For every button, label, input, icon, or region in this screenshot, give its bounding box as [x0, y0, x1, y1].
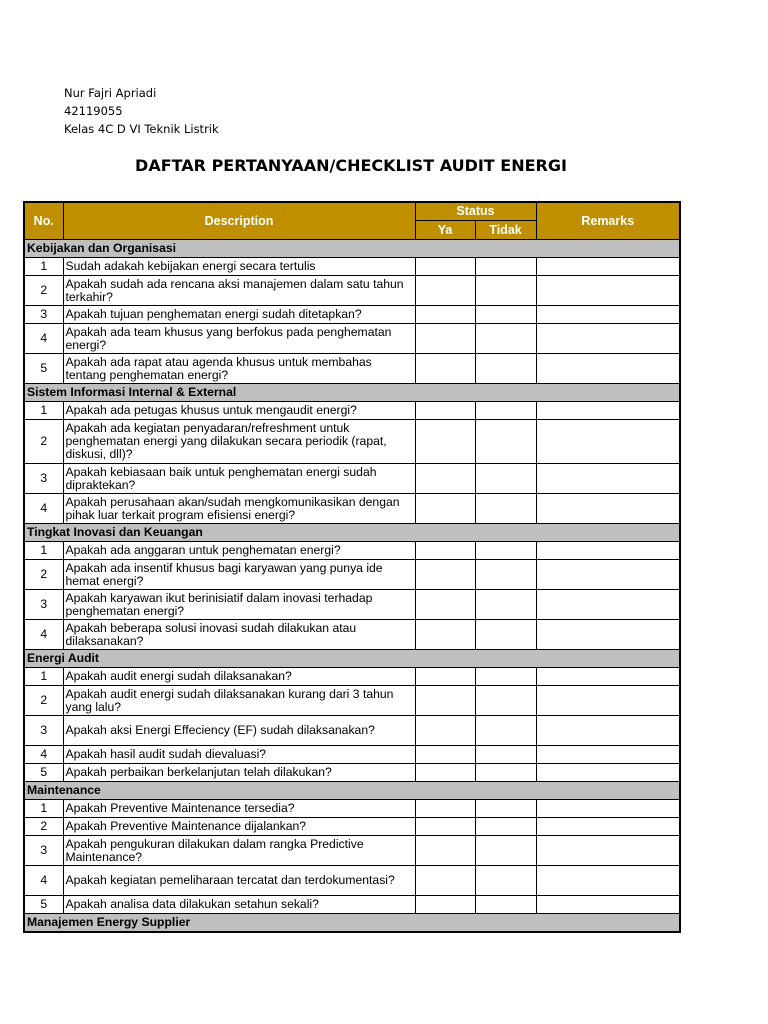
item-description: Sudah adakah kebijakan energi secara tertulis: [63, 258, 415, 276]
remarks-cell[interactable]: [536, 402, 680, 420]
item-number: 2: [24, 420, 63, 464]
remarks-cell[interactable]: [536, 668, 680, 686]
status-ya-cell[interactable]: [415, 746, 475, 764]
remarks-cell[interactable]: [536, 590, 680, 620]
status-ya-cell[interactable]: [415, 258, 475, 276]
audit-checklist-table: [23, 201, 681, 933]
item-description: Apakah Preventive Maintenance tersedia?: [63, 800, 415, 818]
author-info: [64, 84, 219, 138]
table-row: [24, 620, 680, 650]
status-ya-cell[interactable]: [415, 464, 475, 494]
section-title: Kebijakan dan Organisasi: [24, 240, 680, 258]
remarks-cell[interactable]: [536, 464, 680, 494]
item-description: Apakah pengukuran dilakukan dalam rangka Predictive Maintenance?: [63, 836, 415, 866]
section-row: [24, 524, 680, 542]
status-tidak-cell[interactable]: [475, 494, 536, 524]
status-tidak-cell[interactable]: [475, 258, 536, 276]
remarks-cell[interactable]: [536, 354, 680, 384]
status-ya-cell[interactable]: [415, 276, 475, 306]
remarks-cell[interactable]: [536, 818, 680, 836]
item-description: Apakah perbaikan berkelanjutan telah dilakukan?: [63, 764, 415, 782]
remarks-cell[interactable]: [536, 324, 680, 354]
table-row: [24, 896, 680, 914]
item-number: 4: [24, 866, 63, 896]
status-tidak-cell[interactable]: [475, 686, 536, 716]
status-ya-cell[interactable]: [415, 686, 475, 716]
status-ya-cell[interactable]: [415, 836, 475, 866]
table-row: [24, 324, 680, 354]
section-title: Maintenance: [24, 782, 680, 800]
remarks-cell[interactable]: [536, 620, 680, 650]
author-id: 42119055: [64, 104, 123, 118]
item-description: Apakah audit energi sudah dilaksanakan?: [63, 668, 415, 686]
item-number: 5: [24, 764, 63, 782]
remarks-cell[interactable]: [536, 716, 680, 746]
author-name: Nur Fajri Apriadi: [64, 86, 157, 100]
status-tidak-cell[interactable]: [475, 896, 536, 914]
item-number: 3: [24, 306, 63, 324]
status-ya-cell[interactable]: [415, 764, 475, 782]
item-description: Apakah tujuan penghematan energi sudah ditetapkan?: [63, 306, 415, 324]
table-row: [24, 836, 680, 866]
status-ya-cell[interactable]: [415, 560, 475, 590]
item-number: 4: [24, 324, 63, 354]
remarks-cell[interactable]: [536, 866, 680, 896]
remarks-cell[interactable]: [536, 836, 680, 866]
section-row: [24, 782, 680, 800]
status-tidak-cell[interactable]: [475, 324, 536, 354]
table-row: [24, 402, 680, 420]
table-row: [24, 686, 680, 716]
status-ya-cell[interactable]: [415, 354, 475, 384]
status-tidak-cell[interactable]: [475, 420, 536, 464]
header-remarks: Remarks: [536, 202, 680, 240]
item-number: 4: [24, 494, 63, 524]
section-row: [24, 914, 680, 933]
table-row: [24, 560, 680, 590]
item-description: Apakah kegiatan pemeliharaan tercatat dan terdokumentasi?: [63, 866, 415, 896]
status-tidak-cell[interactable]: [475, 464, 536, 494]
header-status: Status: [415, 202, 536, 221]
table-row: [24, 306, 680, 324]
item-description: Apakah sudah ada rencana aksi manajemen dalam satu tahun terkahir?: [63, 276, 415, 306]
remarks-cell[interactable]: [536, 746, 680, 764]
table-row: [24, 464, 680, 494]
table-row: [24, 800, 680, 818]
status-ya-cell[interactable]: [415, 306, 475, 324]
status-tidak-cell[interactable]: [475, 866, 536, 896]
remarks-cell[interactable]: [536, 542, 680, 560]
status-ya-cell[interactable]: [415, 402, 475, 420]
item-number: 3: [24, 590, 63, 620]
status-tidak-cell[interactable]: [475, 836, 536, 866]
table-row: [24, 746, 680, 764]
item-description: Apakah aksi Energi Effeciency (EF) sudah dilaksanakan?: [63, 716, 415, 746]
remarks-cell[interactable]: [536, 800, 680, 818]
item-number: 4: [24, 620, 63, 650]
item-description: Apakah karyawan ikut berinisiatif dalam inovasi terhadap penghematan energi?: [63, 590, 415, 620]
section-title: Sistem Informasi Internal & External: [24, 384, 680, 402]
header-ya: Ya: [415, 221, 475, 240]
remarks-cell[interactable]: [536, 306, 680, 324]
item-description: Apakah analisa data dilakukan setahun sekali?: [63, 896, 415, 914]
status-tidak-cell[interactable]: [475, 276, 536, 306]
status-tidak-cell[interactable]: [475, 668, 536, 686]
header-no: No.: [24, 202, 63, 240]
author-class: Kelas 4C D VI Teknik Listrik: [64, 122, 219, 136]
status-tidak-cell[interactable]: [475, 764, 536, 782]
item-description: Apakah beberapa solusi inovasi sudah dilakukan atau dilaksanakan?: [63, 620, 415, 650]
section-row: [24, 384, 680, 402]
status-ya-cell[interactable]: [415, 542, 475, 560]
status-ya-cell[interactable]: [415, 620, 475, 650]
status-ya-cell[interactable]: [415, 590, 475, 620]
remarks-cell[interactable]: [536, 560, 680, 590]
item-number: 4: [24, 746, 63, 764]
item-description: Apakah ada rapat atau agenda khusus untuk membahas tentang penghematan energi?: [63, 354, 415, 384]
status-tidak-cell[interactable]: [475, 746, 536, 764]
header-tidak: Tidak: [475, 221, 536, 240]
table-row: [24, 818, 680, 836]
status-tidak-cell[interactable]: [475, 716, 536, 746]
table-row: [24, 668, 680, 686]
status-ya-cell[interactable]: [415, 668, 475, 686]
table-row: [24, 716, 680, 746]
item-number: 2: [24, 276, 63, 306]
section-row: [24, 650, 680, 668]
item-number: 2: [24, 686, 63, 716]
status-tidak-cell[interactable]: [475, 800, 536, 818]
item-number: 2: [24, 560, 63, 590]
header-description: Description: [63, 202, 415, 240]
item-number: 3: [24, 716, 63, 746]
table-row: [24, 258, 680, 276]
table-row: [24, 764, 680, 782]
item-number: 1: [24, 542, 63, 560]
item-number: 5: [24, 354, 63, 384]
section-title: Manajemen Energy Supplier: [24, 914, 680, 933]
status-tidak-cell[interactable]: [475, 542, 536, 560]
table-body: [24, 240, 680, 933]
remarks-cell[interactable]: [536, 420, 680, 464]
table-row: [24, 494, 680, 524]
item-description: Apakah hasil audit sudah dievaluasi?: [63, 746, 415, 764]
section-title: Energi Audit: [24, 650, 680, 668]
section-title: Tingkat Inovasi dan Keuangan: [24, 524, 680, 542]
item-description: Apakah ada petugas khusus untuk mengaudit energi?: [63, 402, 415, 420]
status-tidak-cell[interactable]: [475, 620, 536, 650]
item-description: Apakah ada insentif khusus bagi karyawan yang punya ide hemat energi?: [63, 560, 415, 590]
table-row: [24, 276, 680, 306]
item-number: 1: [24, 800, 63, 818]
table-row: [24, 354, 680, 384]
table-row: [24, 866, 680, 896]
status-ya-cell[interactable]: [415, 324, 475, 354]
item-description: Apakah kebiasaan baik untuk penghematan energi sudah dipraktekan?: [63, 464, 415, 494]
item-description: Apakah ada anggaran untuk penghematan energi?: [63, 542, 415, 560]
status-tidak-cell[interactable]: [475, 590, 536, 620]
status-tidak-cell[interactable]: [475, 306, 536, 324]
item-description: Apakah audit energi sudah dilaksanakan kurang dari 3 tahun yang lalu?: [63, 686, 415, 716]
table-row: [24, 542, 680, 560]
item-description: Apakah Preventive Maintenance dijalankan?: [63, 818, 415, 836]
item-number: 5: [24, 896, 63, 914]
item-description: Apakah ada team khusus yang berfokus pada penghematan energi?: [63, 324, 415, 354]
status-ya-cell[interactable]: [415, 896, 475, 914]
status-tidak-cell[interactable]: [475, 560, 536, 590]
remarks-cell[interactable]: [536, 686, 680, 716]
item-description: Apakah ada kegiatan penyadaran/refreshment untuk penghematan energi yang dilakukan secara periodik (rapat, diskusi, dll)?: [63, 420, 415, 464]
remarks-cell[interactable]: [536, 764, 680, 782]
item-number: 1: [24, 668, 63, 686]
item-number: 3: [24, 464, 63, 494]
item-description: Apakah perusahaan akan/sudah mengkomunikasikan dengan pihak luar terkait program efisiensi energi?: [63, 494, 415, 524]
remarks-cell[interactable]: [536, 896, 680, 914]
status-ya-cell[interactable]: [415, 494, 475, 524]
table-row: [24, 420, 680, 464]
item-number: 1: [24, 402, 63, 420]
status-ya-cell[interactable]: [415, 800, 475, 818]
status-ya-cell[interactable]: [415, 818, 475, 836]
item-number: 2: [24, 818, 63, 836]
status-tidak-cell[interactable]: [475, 818, 536, 836]
table-row: [24, 590, 680, 620]
remarks-cell[interactable]: [536, 276, 680, 306]
status-tidak-cell[interactable]: [475, 354, 536, 384]
status-ya-cell[interactable]: [415, 716, 475, 746]
remarks-cell[interactable]: [536, 258, 680, 276]
status-tidak-cell[interactable]: [475, 402, 536, 420]
item-number: 3: [24, 836, 63, 866]
page-title: DAFTAR PERTANYAAN/CHECKLIST AUDIT ENERGI: [135, 156, 567, 175]
status-ya-cell[interactable]: [415, 420, 475, 464]
status-ya-cell[interactable]: [415, 866, 475, 896]
remarks-cell[interactable]: [536, 494, 680, 524]
section-row: [24, 240, 680, 258]
item-number: 1: [24, 258, 63, 276]
